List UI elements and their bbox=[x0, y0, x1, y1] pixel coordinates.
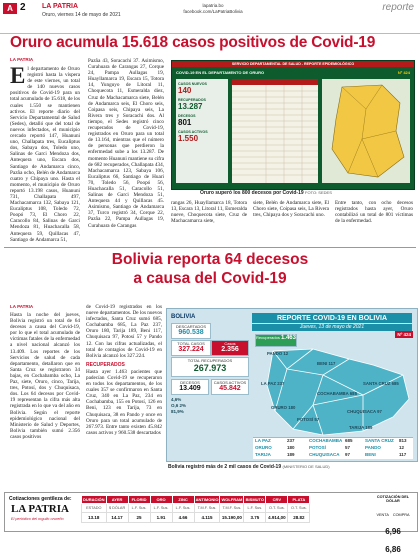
quote-header: FLORID bbox=[128, 496, 150, 504]
dept-tarija: TARIJA 189 bbox=[349, 425, 373, 430]
stat-descartados: DESCARTADOS 960.538 bbox=[171, 323, 211, 339]
website-link[interactable]: lapatria.bo bbox=[202, 3, 224, 8]
quotes-table bbox=[81, 495, 310, 523]
page-number: 2 bbox=[20, 2, 26, 13]
article2-column2: de Covid-19 registrados en los nueve departamentos. De los nuevos infectados, Santa Cruz sumó 685, Cochabamba 685, La Paz 237, Oruro 180, Tarija 189, Beni 117, Chuquisaca 97, Potosí 57 y Pando 12. Con las cifras actualizadas, el total de contagios de Covid-19 en Bolivia alcanzó los 327.224. RECUPERADOS Hasta ayer 1.463 pacientes que padecían Covid-19 se recuperaron en todos los departamentos, de los cuales 357 se confirmaron en Santa Cruz, 340 en La Paz, 234 en Cochabamba, 155 en Potosí, 126 en Beni, 123 en Tarija, 73 en Chuquisaca, 38 en Pando y once en Oruro para un total acumulado de 267.973. Entre tanto existen 45.842 casos activos y 960.538 descartados bbox=[86, 304, 162, 436]
quote-value: 14.17 bbox=[106, 513, 128, 523]
quote-unit: $ DÓLAR bbox=[106, 504, 128, 513]
quote-value: 4.914,00 bbox=[266, 513, 288, 523]
quote-header: DURACIÓN bbox=[83, 497, 105, 502]
oruro-infographic bbox=[171, 60, 415, 190]
quote-value: 4.115 bbox=[194, 513, 220, 523]
stat-recuperados-hoy: Recuperados 1.463 bbox=[255, 334, 297, 347]
oruro-stats-panel: CASOS NUEVOS 140 RECUPERADOS 13.287 DECESOS 801 CASOS ACTIVOS 1.550 bbox=[176, 79, 228, 183]
quote-value: 28.82 bbox=[288, 513, 310, 523]
dept-pando: PANDO 12 bbox=[267, 351, 289, 356]
quote-value: 3.75 bbox=[244, 513, 266, 523]
quote-value: 1.91 bbox=[150, 513, 172, 523]
stat-total-casos: TOTAL CASOS 327.224 bbox=[171, 340, 211, 356]
quote-unit: T.M.F. Sus. bbox=[220, 504, 244, 513]
dept-cochabamba: COCHABAMBA 685 bbox=[317, 391, 357, 396]
dept-la-paz: LA PAZ 237 bbox=[261, 381, 285, 386]
quote-unit: ESTADO bbox=[82, 504, 107, 513]
quote-header: CRV bbox=[266, 496, 288, 504]
dept-santa-cruz: SANTA CRUZ 685 bbox=[363, 381, 399, 386]
quote-unit: L.F. Sus. bbox=[150, 504, 172, 513]
quotes-box bbox=[4, 492, 418, 554]
oruro-map-shape bbox=[322, 79, 410, 183]
dollar-rate bbox=[372, 495, 414, 557]
summary-row: TARIJA 189 CHUQUISACA 97 BENI 117 bbox=[255, 452, 407, 457]
brand-name: LA PATRIA bbox=[42, 3, 79, 10]
page-header bbox=[0, 0, 420, 34]
summary-row: ORURO 180 POTOSÍ 57 PANDO 12 bbox=[255, 445, 405, 450]
section-label: reporte bbox=[382, 2, 414, 13]
quote-unit: T.M.F. Sus. bbox=[194, 504, 220, 513]
summary-row: LA PAZ 237 COCHABAMBA 685 SANTA CRUZ 813 bbox=[255, 438, 407, 443]
oruro-map bbox=[322, 79, 410, 183]
quotes-title: Cotizaciones gentileza de: bbox=[9, 496, 72, 502]
quote-header: ZINC bbox=[172, 496, 194, 504]
social-links bbox=[168, 3, 258, 15]
article1-headline: Oruro acumula 15.618 casos positivos de Covid-19 bbox=[10, 34, 376, 51]
stat-total-recuperados: TOTAL RECUPERADOS 267.973 bbox=[171, 357, 249, 377]
oruro-infographic-subtitle: COVID-19 EN EL DEPARTAMENTO DE ORURO bbox=[176, 70, 265, 75]
article1-column4: siete, Belén de Andamarca siete, El Choro siete, Coipasa seis, La Rivera tres, Chipaya dos y Soracachi uno. bbox=[253, 200, 329, 219]
article2-headline-line2: a causa del Covid-19 bbox=[133, 270, 287, 287]
quote-value: 25 bbox=[128, 513, 150, 523]
compra-value: 6,86 bbox=[385, 545, 401, 554]
dept-beni: BENI 117 bbox=[317, 361, 336, 366]
quote-unit: O.T. Sus. bbox=[266, 504, 288, 513]
quote-header: PLATA bbox=[288, 496, 310, 504]
article1-column5: Entre tanto, con ocho decesos registrados hasta ayer, Oruro contabilizó un total de 801 víctimas de la enfermedad. bbox=[335, 200, 413, 225]
dept-chuquisaca: CHUQUISACA 97 bbox=[347, 409, 382, 414]
venta-value: 6,96 bbox=[385, 527, 401, 536]
bolivia-infographic bbox=[166, 308, 418, 462]
article1-column1: El departamento de Oruro registró hasta la víspera de este viernes, un total de 140 nuevos casos positivos de Covid-19 para un total acumulado de 15.618, de los cuales 1.550 se mantienen activos. El reporte diario del Servicio Departamental de Salud (Sedes), detalló que del total de nuevos infectados, el municipio cercado reportó 147, Huanuni uno, Challapata tres, Eucaliptus dos, Sabaya dos, Toledo uno, Salinas de Garci Mendoza dos, Antequera uno, Escara dos, Santiago de Andamarca cinco, Pazña ocho, Belén de Andamarca cuatro y Chipaya uno. Hasta el momento, el municipio de Oruro reportó 13.198 casos, Huanuni 731, Challapata 497, Machacamarca 132, Sabaya 121, Eucaliptus 108, Toledo 72, Poopó 73, El Choro 22, Caracollo 84, Salinas de Garci Mendoza 81, Huachacalla 58, Antequera 59, Quillacas 47, Santiago de Andamarca 51, bbox=[10, 66, 80, 243]
oruro-municipal-table bbox=[232, 79, 318, 183]
bolivia-infographic-title: REPORTE COVID-19 EN BOLIVIA bbox=[252, 313, 412, 323]
quotes-logo: LA PATRIA bbox=[11, 503, 69, 515]
compra-label: COMPRA bbox=[392, 513, 410, 517]
stat-activos: CASOS ACTIVOS 45.842 bbox=[211, 379, 249, 395]
article2-byline: LA PATRIA bbox=[10, 304, 34, 309]
venta-label: VENTA bbox=[376, 513, 389, 517]
quote-unit: L.F. Sus. bbox=[172, 504, 194, 513]
article2-headline-line1: Bolivia reporta 64 decesos bbox=[111, 251, 309, 268]
oruro-report-number: Nº 424 bbox=[397, 70, 410, 75]
quote-header: AYER bbox=[106, 496, 128, 504]
article1-column2: Pazña 43, Soracachi 37. Asimismo, Curahuara de Carangas 27, Corque 24, Pampa Aullagas 19, Huayllamarca 19, Escara 15, Totora 14, Yunguyo de Litoral 11, Choquecota 11, Esmeralda diez, Cruz de Machacamarca siete, Belén de Andamarca seis, El Choro seis, Coipasa seis, Chipaya seis, La Rivera tres y Soracachi dos. Al tiempo, el Sedes registró cinco recuperados de Covid-19, registrados en Oruro para un total de 13.164, mientras que el número de personas que perdieron la enfermedad sube a los 13.287. De momento Huanuni mantiene su cifra de 682 recuperados, Challapata 434, Machacamarca 123, Sabaya 106, Eucaliptus 66, Santiago de Huari 70, Toledo 56, Poopó 56, Huachacalla 51, Caracollo 51, Salinas de Garci Mendoza 51, Antequera 44 y Quillacas 45. Asimismo, Santiago de Andamarca 37, Turco registró 34, Corque 22, Pazña 22, Pampa Aullagas 19, Curahuara de Carangas bbox=[88, 58, 164, 229]
article1-byline: LA PATRIA bbox=[10, 57, 34, 62]
oruro-caption: Oruro superó los 800 decesos por Covid-19 FOTO: SEDES bbox=[200, 190, 332, 196]
rates-list: 4,6% O,6 2% 81,9% bbox=[171, 397, 187, 414]
quote-header: BISMUTO bbox=[245, 497, 265, 502]
bolivia-brand: BOLIVIA bbox=[171, 314, 196, 320]
oruro-infographic-title: SERVICIO DEPARTAMENTAL DE SALUD - REPORTE EPIDEMIOLÓGICO bbox=[172, 61, 414, 67]
article1-dropcap: E bbox=[10, 66, 26, 88]
quote-unit: L.F. Sus. bbox=[128, 504, 150, 513]
article2-column1: Hasta la noche del jueves, Bolivia registró un total de 64 decesos a causa del Covid-19, por lo que el total acumulado de víctimas fatales de la enfermedad a nivel nacional alcanzó los 13.409. Los reportes de los Servicios de salud de cada departamento, detallaron que en Santa Cruz se registraron 34 bajas, en Cochabamba ocho, La Paz, siete, Oruro, cinco, Tarija, tres, Potosí, dos y Chuquisaca, dos. Los 64 decesos por Covid-19 representan la cifra más alta registrada en lo que va del año en Bolivia. Según el reporte epidemiológico nacional del Ministerio de Salud y Deportes, Bolivia también sumó 2.356 casos positivos bbox=[10, 312, 80, 440]
dept-potosi: POTOSÍ 57 bbox=[297, 417, 320, 422]
date-line: Oruro, viernes 14 de mayo de 2021 bbox=[42, 12, 121, 18]
quote-header: ANTIMONIO bbox=[195, 497, 219, 502]
facebook-link[interactable]: facebook.com/LaPatriaBolivia bbox=[183, 9, 243, 14]
quote-value: 4.66 bbox=[172, 513, 194, 523]
quote-unit: L.F. Sus. bbox=[244, 504, 266, 513]
bolivia-infographic-date: Jueves, 13 de mayo de 2021 bbox=[252, 324, 412, 331]
bolivia-summary-table bbox=[253, 437, 413, 459]
bolivia-report-number: Nº 424 bbox=[397, 332, 411, 337]
quote-header: WOLFRAM bbox=[221, 497, 243, 502]
quote-unit: O.T. Sus. bbox=[288, 504, 310, 513]
dollar-rate-title: COTIZACIÓN DEL DÓLAR bbox=[376, 495, 410, 503]
dept-oruro: ORURO 180 bbox=[271, 405, 296, 410]
quotes-logo-tagline: El periódico del orgullo orureño bbox=[11, 517, 64, 521]
quote-value: 13.18 bbox=[82, 513, 107, 523]
quote-header: ORO bbox=[150, 496, 172, 504]
page-letter: A bbox=[3, 3, 17, 14]
article2-subhead: RECUPERADOS bbox=[86, 361, 125, 368]
article1-column3: rangas 26, Huayllamarca 18, Totora 13, Escara 13, Litoral 11, Esmeralda nueve, Choquecota siete, Cruz de Machacamarca siete, bbox=[171, 200, 247, 225]
bolivia-caption: Bolivia registró más de 2 mil casos de Covid-19 (MINISTERIO DE SALUD) bbox=[168, 464, 330, 470]
quote-value: 15.190,00 bbox=[220, 513, 244, 523]
section-divider bbox=[4, 247, 416, 248]
oruro-table-lines bbox=[232, 79, 318, 183]
stat-casos-hoy: Casos 2.356 bbox=[211, 340, 249, 356]
stat-decesos: DECESOS 13.409 bbox=[171, 379, 209, 395]
